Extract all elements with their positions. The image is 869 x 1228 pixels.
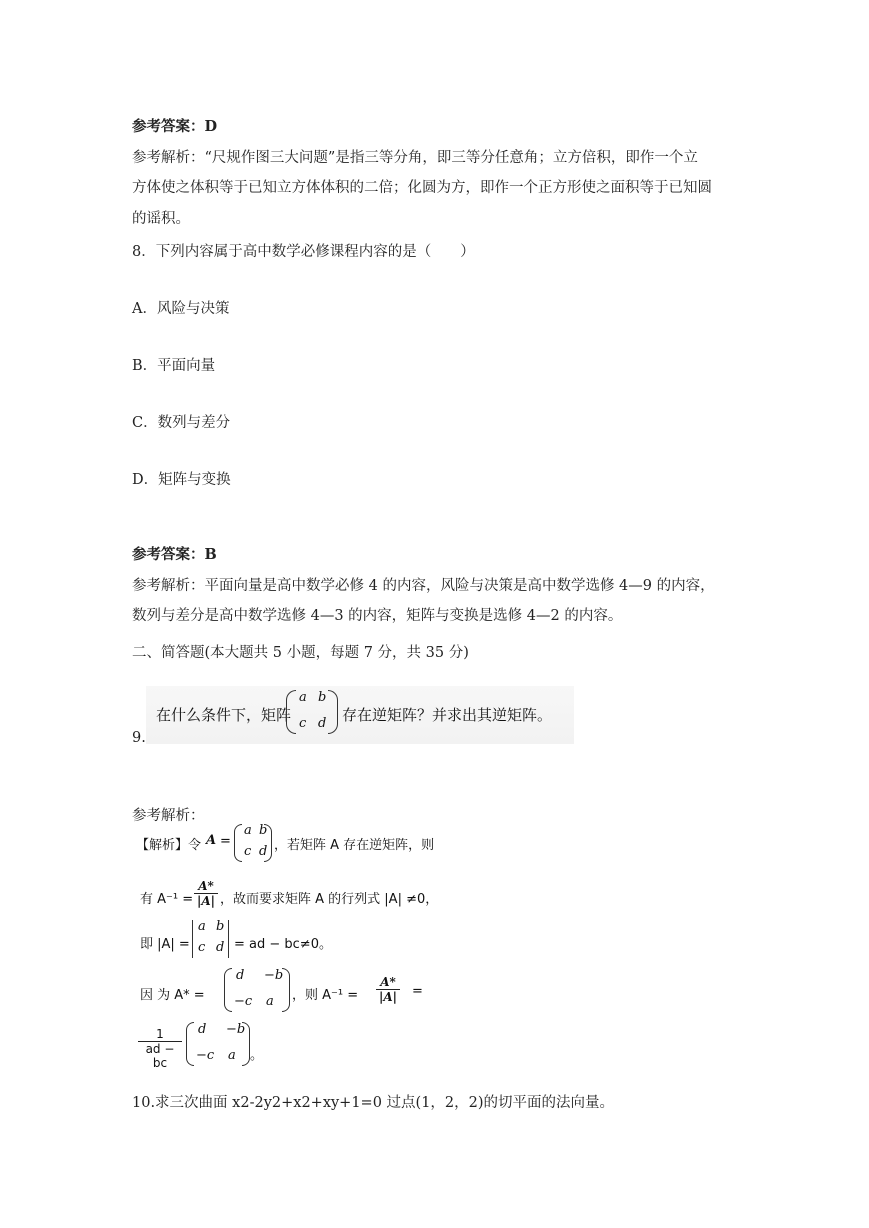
analysis-q8-line1: 参考解析：平面向量是高中数学必修 4 的内容，风险与决策是高中数学选修 4—9 的内容，: [132, 578, 715, 594]
question-8-stem: 8．下列内容属于高中数学必修课程内容的是（ ）: [132, 244, 475, 260]
solution-fraction-adj: $\frac{A*}{|A|}$: [194, 879, 218, 908]
solution-a-symbol: A: [206, 833, 217, 848]
analysis-q7-line2: 方体使之体积等于已知立方体体积的二倍；化圆为方，即作一个正方形使之面积等于已知圆: [132, 180, 712, 196]
solution-line4-head: 因 为 A* =: [140, 988, 205, 1003]
solution-image-q9: [136, 822, 439, 1070]
adj-left-paren: [224, 968, 232, 1012]
solution-fraction-det: $\frac{1}{ad - bc}$: [138, 1027, 182, 1070]
matrix-c: c: [299, 716, 307, 731]
sol-matrix-right-paren: [264, 824, 272, 862]
solution-line4-mid: ，则 A⁻¹ =: [292, 988, 359, 1003]
solution-tag: 【解析】令: [136, 838, 202, 853]
solution-line5-tail: 。: [250, 1048, 264, 1063]
solution-line2-tail: ，故而要求矩阵 A 的行列式 |A| ≠0，: [220, 892, 439, 907]
adj2-right-paren: [242, 1022, 250, 1066]
sol-matrix-d: d: [259, 844, 268, 859]
adj2-22: a: [228, 1048, 236, 1063]
sol-matrix-b: b: [259, 823, 268, 838]
analysis-q7-line3: 的谣积。: [132, 211, 190, 227]
adj-22: a: [266, 994, 274, 1009]
matrix-b: b: [318, 690, 327, 705]
option-c: C．数列与差分: [132, 415, 231, 431]
solution-equals: =: [220, 834, 231, 849]
solution-line2-head: 有 A⁻¹ =: [140, 892, 194, 907]
solution-line1-tail: ，若矩阵 A 存在逆矩阵，则: [274, 838, 435, 853]
answer-label-q8: 参考答案：B: [132, 546, 217, 563]
det-c: c: [198, 940, 206, 955]
sol-matrix-c: c: [244, 844, 252, 859]
sol-matrix-left-paren: [234, 824, 242, 862]
adj-right-paren: [282, 968, 290, 1012]
adj-21: −c: [234, 994, 253, 1009]
matrix-a: a: [299, 690, 307, 705]
option-a: A．风险与决策: [132, 301, 230, 317]
option-b: B．平面向量: [132, 358, 216, 374]
analysis-q8-line2: 数列与差分是高中数学选修 4—3 的内容，矩阵与变换是选修 4—2 的内容。: [132, 608, 623, 624]
solution-line4-tail: =: [412, 984, 423, 999]
analysis-q7-line1: 参考解析：“尺规作图三大问题”是指三等分角，即三等分任意角；立方倍积，即作一个立: [132, 150, 698, 166]
question-9-number: 9.: [132, 730, 146, 746]
det-left-bar: [192, 920, 193, 958]
det-a: a: [198, 919, 206, 934]
answer-label-q7: 参考答案：D: [132, 118, 218, 135]
sol-matrix-a: a: [244, 823, 252, 838]
matrix-d: d: [318, 716, 327, 731]
question-9-text-after: 存在逆矩阵？并求出其逆矩阵。: [342, 706, 553, 724]
adj2-left-paren: [186, 1022, 194, 1066]
matrix-left-paren: [286, 690, 296, 734]
adj2-21: −c: [196, 1048, 215, 1063]
solution-line3-tail: = ad − bc≠0。: [234, 937, 332, 952]
adj-12: −b: [264, 968, 284, 983]
section-title: 二、简答题(本大题共 5 小题，每题 7 分，共 35 分): [132, 645, 469, 661]
adj2-11: d: [198, 1022, 207, 1037]
adj-11: d: [236, 968, 245, 983]
analysis-label-q9: 参考解析：: [132, 808, 205, 824]
solution-line3-head: 即 |A| =: [140, 937, 190, 952]
question-10-stem: 10.求三次曲面 x2-2y2+x2+xy+1=0 过点(1，2，2)的切平面的法向量。: [132, 1095, 615, 1111]
option-d: D．矩阵与变换: [132, 472, 231, 488]
solution-fraction-adj-2: $\frac{A*}{|A|}$: [376, 975, 400, 1004]
det-right-bar: [228, 920, 229, 958]
det-d: d: [216, 940, 225, 955]
question-9-image: [146, 686, 574, 744]
det-b: b: [216, 919, 225, 934]
adj2-12: −b: [226, 1022, 246, 1037]
matrix-right-paren: [328, 690, 338, 734]
question-9-text-before: 在什么条件下，矩阵: [156, 706, 292, 724]
